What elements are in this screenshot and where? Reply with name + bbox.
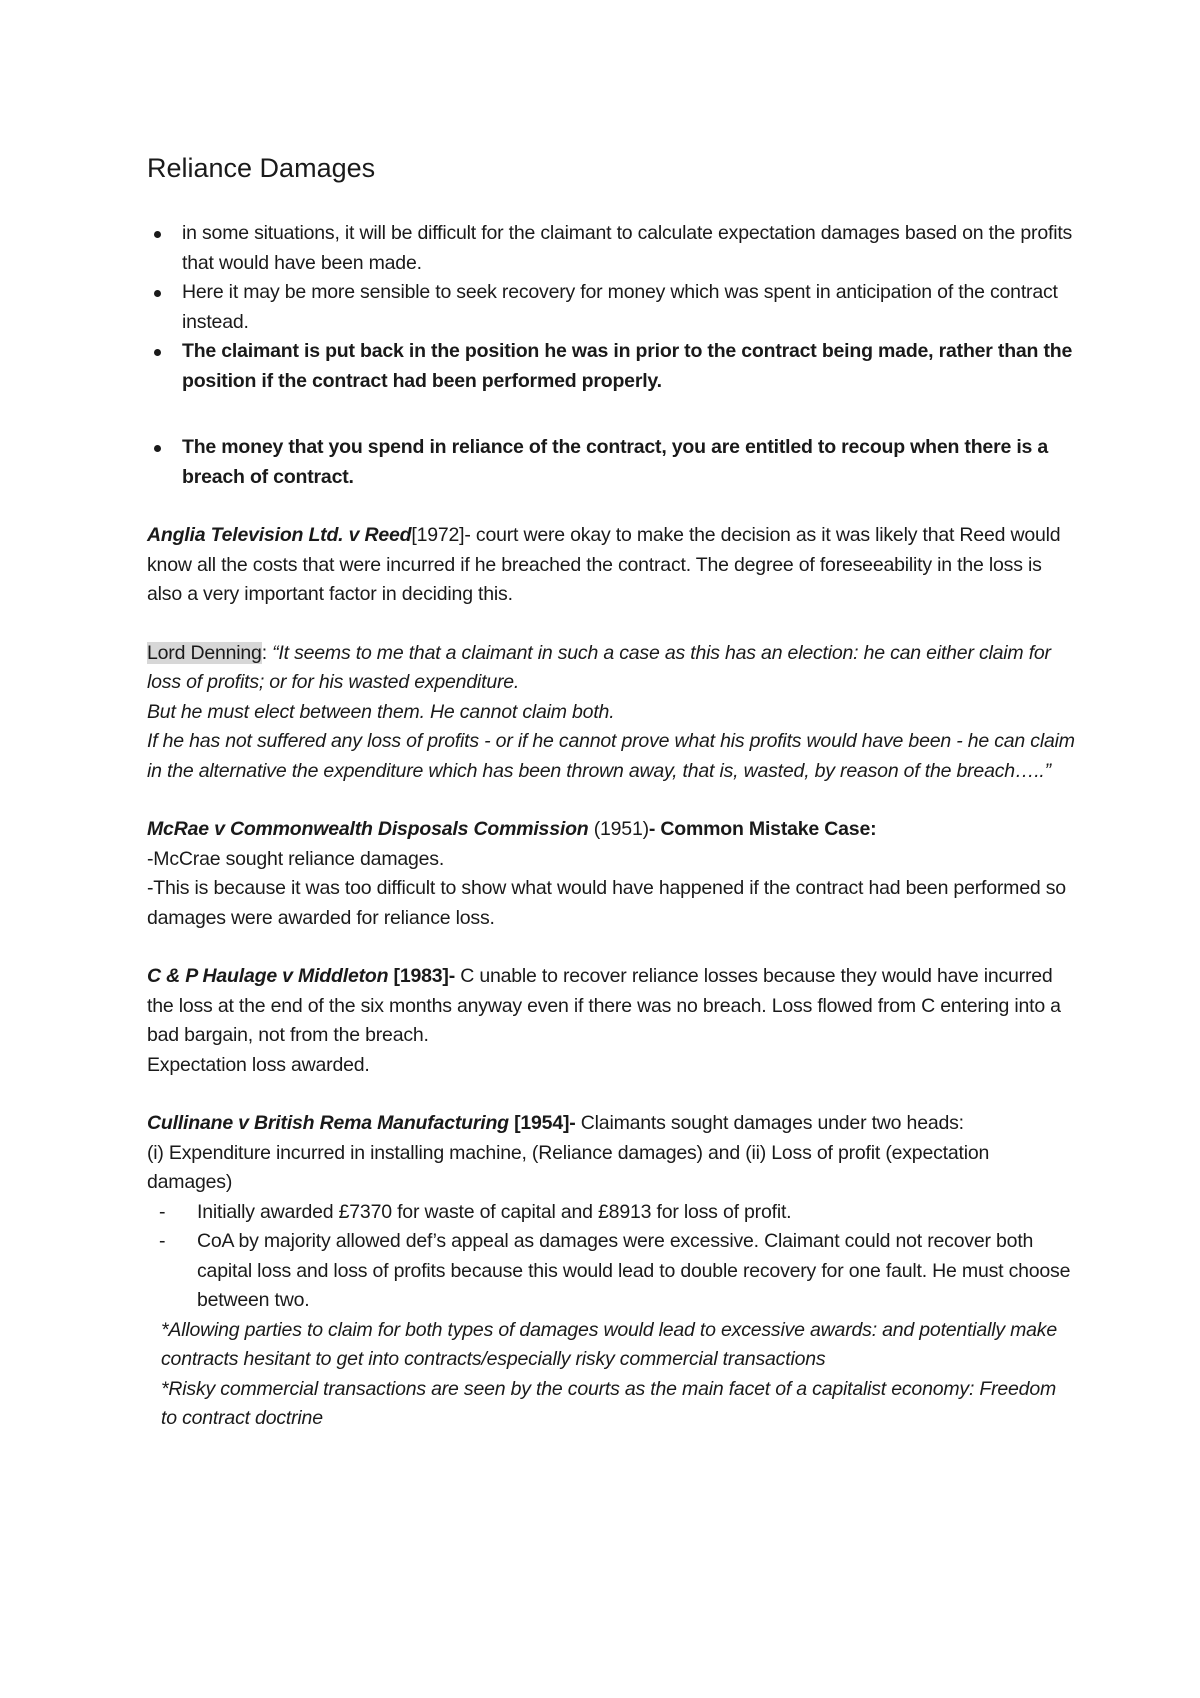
case-name: McRae v Commonwealth Disposals Commission — [147, 818, 589, 840]
case-name: C & P Haulage v Middleton — [147, 965, 389, 987]
bullet-icon — [154, 290, 161, 297]
case-line: (i) Expenditure incurred in installing machine, (Reliance damages) and (ii) Loss of profit (expectation damages) — [147, 1141, 990, 1193]
case-year: [1972]- — [411, 524, 471, 546]
list-item — [147, 1227, 1077, 1316]
case-line: -McCrae sought reliance damages. — [147, 847, 445, 870]
bullet-icon — [154, 349, 161, 356]
case-name: Anglia Television Ltd. v Reed — [147, 524, 412, 546]
dash-text: CoA by majority allowed def’s appeal as damages were excessive. Claimant could not recover both capital loss and loss of profits because this would lead to double recovery for one fault. He must choose between two. — [197, 1230, 1071, 1311]
quote-line: But he must elect between them. He cannot claim both. — [147, 700, 615, 723]
note-line: *Risky commercial transactions are seen by the courts as the main facet of a capitalist economy: Freedom to contract doctrine — [161, 1377, 1057, 1429]
bullet-text: Here it may be more sensible to seek recovery for money which was spent in anticipation of the contract instead. — [182, 281, 1058, 333]
dash-icon: - — [159, 1230, 166, 1252]
case-year: [1954]- — [508, 1112, 576, 1134]
dash-icon: - — [159, 1200, 166, 1223]
case-name: Cullinane v British Rema Manufacturing — [147, 1112, 509, 1134]
list-item — [147, 337, 1077, 396]
bullet-text: The money that you spend in reliance of the contract, you are entitled to recoup when there is a breach of contract. — [182, 436, 1049, 488]
bullet-icon — [154, 231, 161, 238]
case-text: Claimants sought damages under two heads: — [575, 1112, 964, 1134]
case-mcrae — [147, 815, 1077, 933]
document-body — [147, 219, 1077, 1434]
case-text: court were okay to make the decision as it was likely that Reed would know all the costs that were incurred if he breached the contract. The degree of foreseeability in the loss is also a very important factor in deciding this. — [147, 524, 1061, 605]
quote-line — [147, 639, 1077, 698]
speaker-colon: : — [261, 641, 273, 664]
case-year: (1951) — [588, 818, 649, 840]
case-label: - Common Mistake Case: — [648, 818, 877, 840]
list-item — [147, 1198, 1077, 1228]
case-text: C unable to recover reliance losses because they would have incurred the loss at the end of the six months anyway even if there was no breach. Loss flowed from C entering into a bad bargain, not from the breach. — [147, 965, 1061, 1046]
denning-quote — [147, 639, 1077, 787]
case-year: [1983]- — [388, 965, 455, 987]
case-haulage — [147, 962, 1077, 1080]
bullet-text: in some situations, it will be difficult for the claimant to calculate expectation damages based on the profits that would have been made. — [182, 222, 1073, 274]
bullet-text: The claimant is put back in the position he was in prior to the contract being made, rather than the position if the contract had been performed properly. — [182, 340, 1073, 392]
list-item — [147, 433, 1077, 492]
case-anglia — [147, 521, 1077, 610]
case-heading — [147, 815, 1077, 845]
case-cullinane — [147, 1109, 1077, 1434]
list-item — [147, 278, 1077, 337]
case-line: -This is because it was too difficult to show what would have happened if the contract had been performed so damages were awarded for reliance loss. — [147, 877, 1066, 929]
case-paragraph — [147, 962, 1077, 1051]
intro-bullet-list — [147, 219, 1077, 492]
page-title: Reliance Damages — [147, 153, 376, 183]
bullet-icon — [154, 445, 161, 452]
speaker-name: Lord Denning — [147, 641, 262, 664]
quote-line: If he has not suffered any loss of profits - or if he cannot prove what his profits would have been - he can claim in the alternative the expenditure which has been thrown away, that is, wasted, by reason of the breach…..” — [147, 730, 1075, 782]
dash-text: Initially awarded £7370 for waste of capital and £8913 for loss of profit. — [197, 1200, 792, 1223]
list-item — [147, 219, 1077, 278]
quote-text: “It seems to me that a claimant in such a case as this has an election: he can either claim for loss of profits; or for his wasted expenditure. — [147, 641, 1051, 693]
case-line: Expectation loss awarded. — [147, 1053, 370, 1076]
note-line: *Allowing parties to claim for both types of damages would lead to excessive awards: and potentially make contracts hesitant to get into contracts/especially risky commercial transactions — [161, 1318, 1057, 1370]
dash-list — [147, 1198, 1077, 1316]
case-paragraph — [147, 1109, 1077, 1139]
